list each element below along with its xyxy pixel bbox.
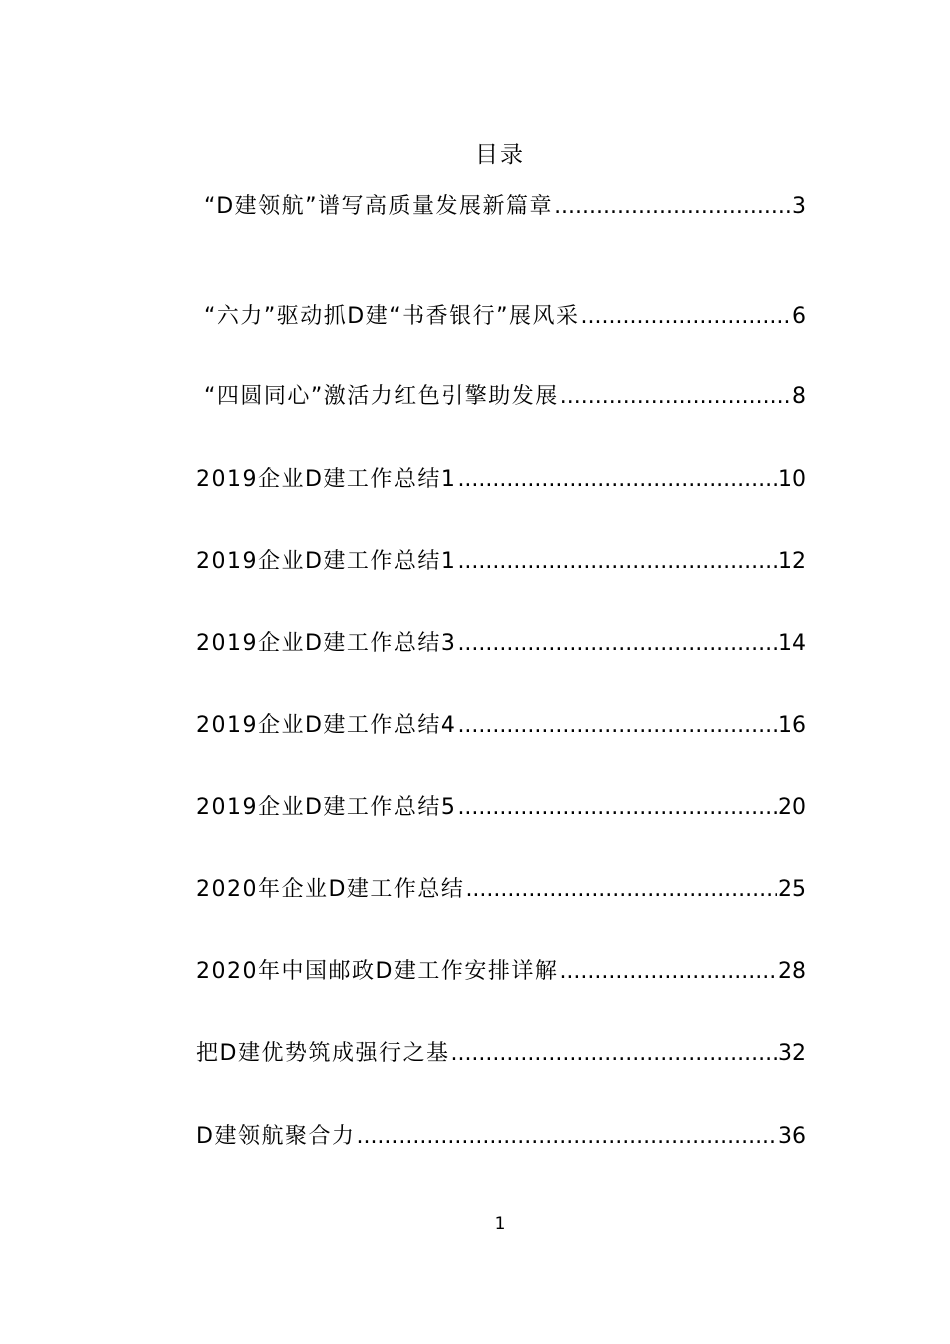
toc-entry-title: 2020年企业D建工作总结 — [196, 877, 465, 902]
toc-dot-leader — [581, 300, 791, 334]
toc-entry-title: “D建领航”谱写高质量发展新篇章 — [204, 194, 554, 219]
toc-entry-title: “四圆同心”激活力红色引擎助发展 — [204, 384, 559, 409]
toc-entry-title: 2019企业D建工作总结3 — [196, 631, 457, 656]
toc-dot-leader — [559, 955, 777, 989]
toc-entry-title: 2020年中国邮政D建工作安排详解 — [196, 959, 559, 984]
toc-dot-leader — [457, 463, 777, 497]
toc-dot-leader — [560, 380, 791, 414]
toc-dot-leader — [450, 1037, 777, 1071]
toc-entry-page-number: 3 — [792, 194, 806, 219]
toc-entry[interactable] — [204, 190, 806, 224]
toc-entry-page-number: 28 — [778, 959, 806, 984]
toc-entry[interactable] — [196, 463, 806, 497]
toc-dot-leader — [457, 709, 777, 743]
toc-entry-title: 2019企业D建工作总结1 — [196, 549, 457, 574]
toc-entry[interactable] — [196, 545, 806, 579]
toc-entry-page-number: 12 — [778, 549, 806, 574]
toc-dot-leader — [465, 873, 777, 907]
toc-dot-leader — [457, 627, 777, 661]
toc-entry-title: 把D建优势筑成强行之基 — [196, 1041, 450, 1066]
page-number-footer: 1 — [494, 1214, 506, 1234]
toc-entry[interactable] — [204, 380, 806, 414]
toc-dot-leader — [457, 545, 777, 579]
toc-entry[interactable] — [196, 955, 806, 989]
toc-entry-page-number: 16 — [778, 713, 806, 738]
toc-entry-title: 2019企业D建工作总结4 — [196, 713, 457, 738]
toc-dot-leader — [457, 791, 777, 825]
toc-entry-page-number: 36 — [778, 1124, 806, 1149]
toc-entry-page-number: 6 — [792, 304, 806, 329]
toc-entry-title: “六力”驱动抓D建“书香银行”展风采 — [204, 304, 580, 329]
toc-entry[interactable] — [196, 1120, 806, 1154]
toc-entry-title: D建领航聚合力 — [196, 1124, 356, 1149]
toc-entry-page-number: 32 — [778, 1041, 806, 1066]
toc-dot-leader — [554, 190, 791, 224]
toc-entry-page-number: 14 — [778, 631, 806, 656]
toc-entry[interactable] — [196, 791, 806, 825]
toc-entry[interactable] — [196, 873, 806, 907]
toc-entry-page-number: 10 — [778, 467, 806, 492]
toc-entry[interactable] — [196, 1037, 806, 1071]
toc-entry-title: 2019企业D建工作总结5 — [196, 795, 457, 820]
toc-entry[interactable] — [196, 709, 806, 743]
toc-entry[interactable] — [204, 300, 806, 334]
toc-entry-page-number: 20 — [778, 795, 806, 820]
toc-title: 目录 — [475, 142, 525, 168]
toc-dot-leader — [356, 1120, 777, 1154]
toc-entry-title: 2019企业D建工作总结1 — [196, 467, 457, 492]
toc-entry-page-number: 8 — [792, 384, 806, 409]
toc-entry[interactable] — [196, 627, 806, 661]
toc-entry-page-number: 25 — [778, 877, 806, 902]
